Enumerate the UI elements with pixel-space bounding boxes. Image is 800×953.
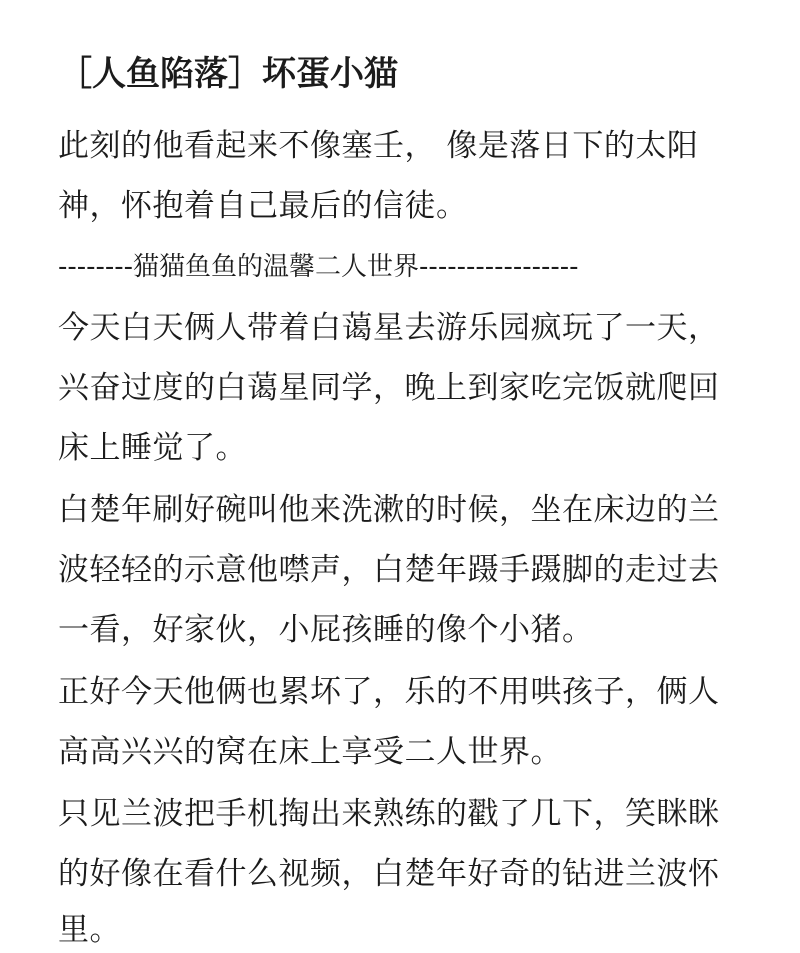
- paragraph-line: 床上睡觉了。: [58, 430, 247, 466]
- paragraph-line: 神，怀抱着自己最后的信徒。: [58, 188, 468, 224]
- section-divider: --------猫猫鱼鱼的温馨二人世界-----------------: [58, 252, 579, 282]
- paragraph-line: 正好今天他俩也累坏了，乐的不用哄孩子，俩人: [58, 674, 720, 710]
- paragraph-line: 此刻的他看起来不像塞壬， 像是落日下的太阳: [58, 128, 699, 164]
- paragraph-line: 只见兰波把手机掏出来熟练的戳了几下，笑眯眯: [58, 796, 720, 832]
- paragraph-line: 今天白天俩人带着白蔼星去游乐园疯玩了一天，: [58, 310, 720, 346]
- paragraph-line: 高高兴兴的窝在床上享受二人世界。: [58, 734, 562, 770]
- paragraph-line: 里。: [58, 912, 121, 948]
- paragraph-line: 的好像在看什么视频，白楚年好奇的钻进兰波怀: [58, 856, 720, 892]
- paragraph-line: 一看，好家伙，小屁孩睡的像个小猪。: [58, 612, 594, 648]
- paragraph-line: 波轻轻的示意他噤声，白楚年蹑手蹑脚的走过去: [58, 552, 720, 588]
- paragraph-line: 兴奋过度的白蔼星同学，晚上到家吃完饭就爬回: [58, 370, 720, 406]
- document-title: ［人鱼陷落］坏蛋小猫: [58, 54, 398, 94]
- paragraph-line: 白楚年刷好碗叫他来洗漱的时候，坐在床边的兰: [58, 492, 720, 528]
